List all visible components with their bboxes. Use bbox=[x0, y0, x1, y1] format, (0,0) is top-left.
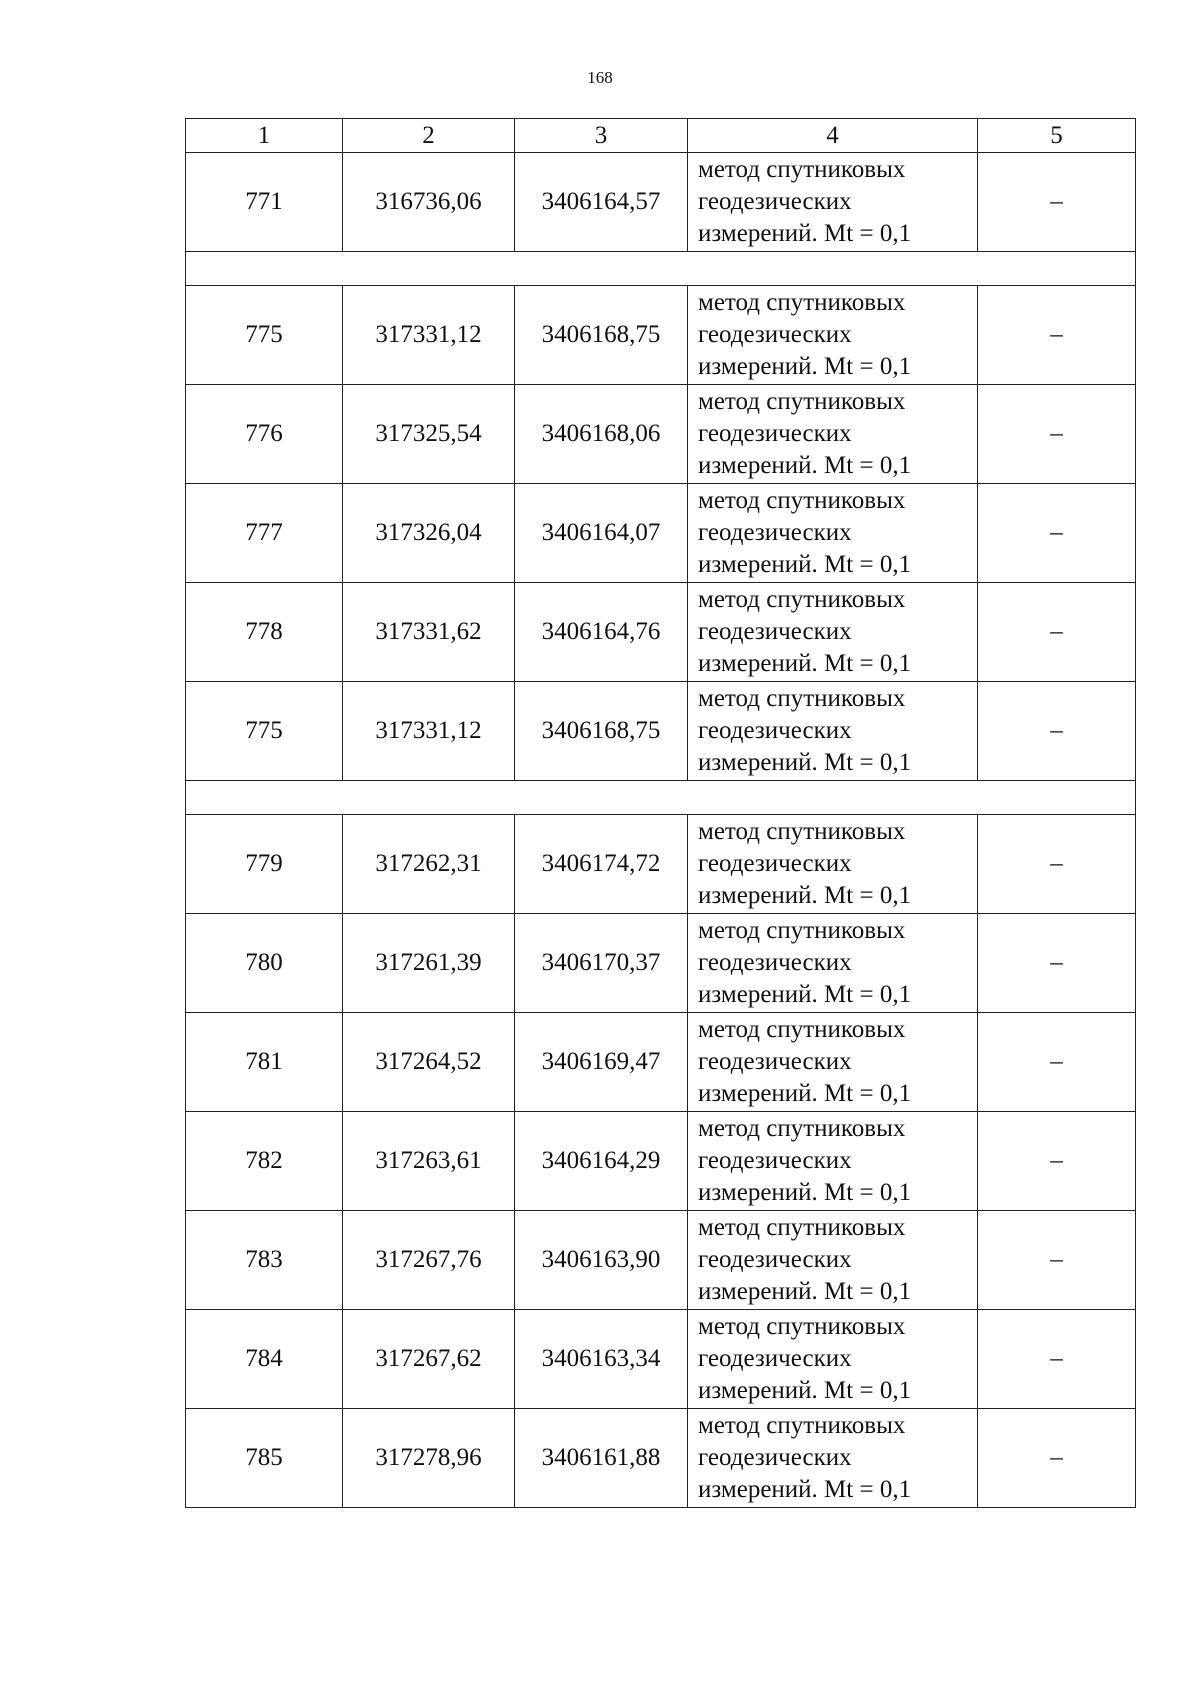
point-number-cell: 776 bbox=[186, 385, 343, 484]
column-header-5: 5 bbox=[978, 119, 1136, 153]
x-coordinate-cell: 317264,52 bbox=[343, 1013, 515, 1112]
y-coordinate-cell: 3406164,29 bbox=[515, 1112, 688, 1211]
method-text-line2: геодезических bbox=[698, 420, 852, 447]
x-coordinate-cell: 317331,12 bbox=[343, 682, 515, 781]
method-text-line1: метод спутниковых bbox=[698, 1214, 906, 1241]
point-number-cell: 784 bbox=[186, 1310, 343, 1409]
method-text-line3: измерений. Mt = 0,1 bbox=[698, 981, 912, 1008]
method-text-line3: измерений. Mt = 0,1 bbox=[698, 452, 912, 479]
method-text-line3: измерений. Mt = 0,1 bbox=[698, 1179, 912, 1206]
group-separator-row bbox=[186, 781, 1136, 815]
table-row bbox=[186, 1112, 1136, 1211]
table-row bbox=[186, 484, 1136, 583]
method-cell bbox=[688, 1310, 978, 1409]
x-coordinate-cell: 317278,96 bbox=[343, 1409, 515, 1508]
x-coordinate-cell: 317326,04 bbox=[343, 484, 515, 583]
point-number-cell: 775 bbox=[186, 682, 343, 781]
method-cell bbox=[688, 1013, 978, 1112]
method-text-line3: измерений. Mt = 0,1 bbox=[698, 749, 912, 776]
method-text-line2: геодезических bbox=[698, 618, 852, 645]
method-text-line1: метод спутниковых bbox=[698, 1412, 906, 1439]
note-cell: – bbox=[978, 1112, 1136, 1211]
y-coordinate-cell: 3406161,88 bbox=[515, 1409, 688, 1508]
note-cell: – bbox=[978, 1211, 1136, 1310]
point-number-cell: 779 bbox=[186, 815, 343, 914]
method-text-line3: измерений. Mt = 0,1 bbox=[698, 353, 912, 380]
method-text-line2: геодезических bbox=[698, 1147, 852, 1174]
table-row bbox=[186, 1013, 1136, 1112]
method-text-line1: метод спутниковых bbox=[698, 685, 906, 712]
method-text-line1: метод спутниковых bbox=[698, 1115, 906, 1142]
method-text-line2: геодезических bbox=[698, 321, 852, 348]
table-row bbox=[186, 1409, 1136, 1508]
x-coordinate-cell: 317267,76 bbox=[343, 1211, 515, 1310]
method-text-line1: метод спутниковых bbox=[698, 289, 906, 316]
method-text-line3: измерений. Mt = 0,1 bbox=[698, 882, 912, 909]
x-coordinate-cell: 317331,62 bbox=[343, 583, 515, 682]
note-cell: – bbox=[978, 286, 1136, 385]
column-header-2: 2 bbox=[343, 119, 515, 153]
table-row bbox=[186, 914, 1136, 1013]
method-text-line3: измерений. Mt = 0,1 bbox=[698, 1278, 912, 1305]
method-text-line1: метод спутниковых bbox=[698, 156, 906, 183]
note-cell: – bbox=[978, 815, 1136, 914]
y-coordinate-cell: 3406169,47 bbox=[515, 1013, 688, 1112]
note-cell: – bbox=[978, 583, 1136, 682]
point-number-cell: 775 bbox=[186, 286, 343, 385]
table-row bbox=[186, 815, 1136, 914]
y-coordinate-cell: 3406164,07 bbox=[515, 484, 688, 583]
method-text-line2: геодезических bbox=[698, 188, 852, 215]
method-text-line3: измерений. Mt = 0,1 bbox=[698, 1377, 912, 1404]
method-cell bbox=[688, 1112, 978, 1211]
point-number-cell: 782 bbox=[186, 1112, 343, 1211]
method-text-line1: метод спутниковых bbox=[698, 818, 906, 845]
method-text-line1: метод спутниковых bbox=[698, 917, 906, 944]
y-coordinate-cell: 3406168,75 bbox=[515, 286, 688, 385]
x-coordinate-cell: 317261,39 bbox=[343, 914, 515, 1013]
table-row bbox=[186, 1211, 1136, 1310]
page-number: 168 bbox=[587, 68, 613, 87]
header-row bbox=[186, 119, 1136, 153]
point-number-cell: 785 bbox=[186, 1409, 343, 1508]
coordinates-table bbox=[185, 118, 1136, 1508]
method-text-line1: метод спутниковых bbox=[698, 586, 906, 613]
y-coordinate-cell: 3406170,37 bbox=[515, 914, 688, 1013]
y-coordinate-cell: 3406163,34 bbox=[515, 1310, 688, 1409]
method-cell bbox=[688, 153, 978, 252]
column-header-3: 3 bbox=[515, 119, 688, 153]
table-row bbox=[186, 286, 1136, 385]
x-coordinate-cell: 317267,62 bbox=[343, 1310, 515, 1409]
method-text-line2: геодезических bbox=[698, 717, 852, 744]
method-text-line3: измерений. Mt = 0,1 bbox=[698, 650, 912, 677]
method-cell bbox=[688, 914, 978, 1013]
y-coordinate-cell: 3406168,75 bbox=[515, 682, 688, 781]
group-separator-cell bbox=[186, 781, 1136, 815]
method-cell bbox=[688, 385, 978, 484]
method-text-line2: геодезических bbox=[698, 850, 852, 877]
y-coordinate-cell: 3406168,06 bbox=[515, 385, 688, 484]
method-text-line3: измерений. Mt = 0,1 bbox=[698, 551, 912, 578]
method-text-line2: геодезических bbox=[698, 949, 852, 976]
method-text-line2: геодезических bbox=[698, 1246, 852, 1273]
method-text-line2: геодезических bbox=[698, 1444, 852, 1471]
method-cell bbox=[688, 583, 978, 682]
group-separator-row bbox=[186, 252, 1136, 286]
method-text-line1: метод спутниковых bbox=[698, 487, 906, 514]
method-cell bbox=[688, 1211, 978, 1310]
x-coordinate-cell: 317262,31 bbox=[343, 815, 515, 914]
method-text-line1: метод спутниковых bbox=[698, 1313, 906, 1340]
table-row bbox=[186, 1310, 1136, 1409]
y-coordinate-cell: 3406164,57 bbox=[515, 153, 688, 252]
method-cell bbox=[688, 1409, 978, 1508]
point-number-cell: 781 bbox=[186, 1013, 343, 1112]
method-text-line2: геодезических bbox=[698, 519, 852, 546]
method-text-line2: геодезических bbox=[698, 1345, 852, 1372]
table-row bbox=[186, 682, 1136, 781]
note-cell: – bbox=[978, 484, 1136, 583]
note-cell: – bbox=[978, 1409, 1136, 1508]
note-cell: – bbox=[978, 1310, 1136, 1409]
note-cell: – bbox=[978, 682, 1136, 781]
y-coordinate-cell: 3406164,76 bbox=[515, 583, 688, 682]
method-text-line3: измерений. Mt = 0,1 bbox=[698, 220, 912, 247]
x-coordinate-cell: 317325,54 bbox=[343, 385, 515, 484]
method-cell bbox=[688, 682, 978, 781]
method-text-line1: метод спутниковых bbox=[698, 1016, 906, 1043]
note-cell: – bbox=[978, 153, 1136, 252]
column-header-4: 4 bbox=[688, 119, 978, 153]
table-row bbox=[186, 583, 1136, 682]
method-text-line2: геодезических bbox=[698, 1048, 852, 1075]
x-coordinate-cell: 317331,12 bbox=[343, 286, 515, 385]
method-cell bbox=[688, 484, 978, 583]
note-cell: – bbox=[978, 914, 1136, 1013]
method-text-line1: метод спутниковых bbox=[698, 388, 906, 415]
point-number-cell: 777 bbox=[186, 484, 343, 583]
table-body bbox=[186, 153, 1136, 1508]
column-header-1: 1 bbox=[186, 119, 343, 153]
point-number-cell: 783 bbox=[186, 1211, 343, 1310]
x-coordinate-cell: 317263,61 bbox=[343, 1112, 515, 1211]
method-text-line3: измерений. Mt = 0,1 bbox=[698, 1080, 912, 1107]
group-separator-cell bbox=[186, 252, 1136, 286]
method-cell bbox=[688, 286, 978, 385]
y-coordinate-cell: 3406174,72 bbox=[515, 815, 688, 914]
y-coordinate-cell: 3406163,90 bbox=[515, 1211, 688, 1310]
point-number-cell: 780 bbox=[186, 914, 343, 1013]
table-row bbox=[186, 385, 1136, 484]
x-coordinate-cell: 316736,06 bbox=[343, 153, 515, 252]
point-number-cell: 778 bbox=[186, 583, 343, 682]
table-row bbox=[186, 153, 1136, 252]
method-cell bbox=[688, 815, 978, 914]
point-number-cell: 771 bbox=[186, 153, 343, 252]
method-text-line3: измерений. Mt = 0,1 bbox=[698, 1476, 912, 1503]
note-cell: – bbox=[978, 385, 1136, 484]
note-cell: – bbox=[978, 1013, 1136, 1112]
